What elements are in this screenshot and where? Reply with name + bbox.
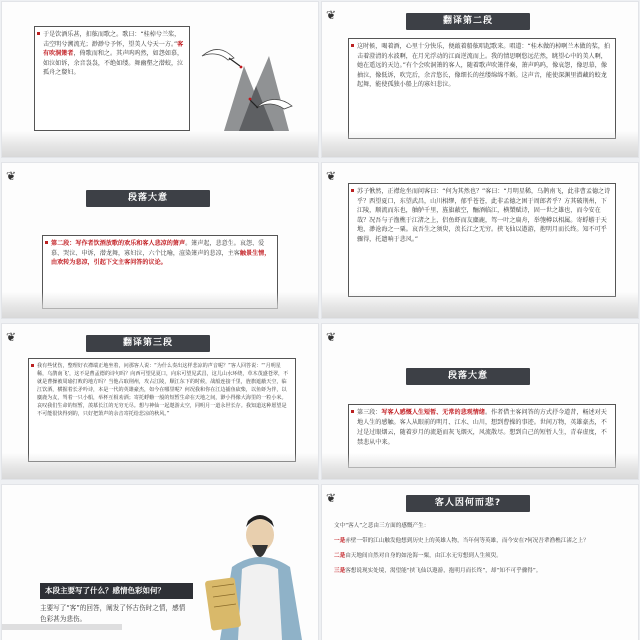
slide-title: 段落大意 <box>406 368 530 385</box>
pine-branch-icon: ❦ <box>326 8 337 22</box>
paragraph-label: 第二段： <box>51 240 76 247</box>
translation-text-box <box>348 38 616 139</box>
pine-branch-icon: ❦ <box>6 169 17 183</box>
poem-text: 于是饮酒乐甚，扣舷而歌之。歌曰：“桂棹兮兰桨，击空明兮溯流光；渺渺兮予怀，望美人兮天一方。” <box>43 31 181 48</box>
translation-text: 我有些忧伤，整理好衣襟端正地坐着，问那客人说：“为什么奏出这样悲凉的声音呢？”客人回答说：“‘月明星稀，乌鹊南飞’，这不是曹孟德的诗句吗？向西可望见夏口，向东可望见武昌，这儿山水环绕，草木茂盛苍翠，不就是曹操被周瑜打败的地方吗？当他占取荆州，攻占江陵，顺江东下的时候，战船连接千里，旌旗遮蔽天空，临江饮酒，横握着长矛吟诗，本是一代的英雄豪杰，如今在哪里呢？何况我和你在江边捕鱼砍柴，以鱼虾为伴，以麋鹿为友，驾着一只小船，举杯互相劝酒；寄托蜉蝣一般的短暂生命在天地之间，渺小得像大海里的一粒小米。哀叹我们生命的短暂，羡慕长江的无穷无尽。想与神仙一起遨游太空，同明月一道永世长存。我知道这种愿望是不可能很快得到的，只好把箫声的余音寄托给悲凉的秋风。” <box>37 363 289 417</box>
slide-5[interactable] <box>2 324 318 479</box>
slide-6[interactable] <box>322 324 638 479</box>
slide-title: 客人因何而悲? <box>406 495 530 512</box>
pine-branch-icon: ❦ <box>326 169 337 183</box>
slide-title: 翻译第三段 <box>86 335 210 352</box>
slide-title: 翻译第二段 <box>406 13 530 30</box>
list-item: 一是赤壁一带的江山触发他想到历史上的英雄人物，当年何等英雄，而今安在?何况吾辈渔樵江渚之上？ <box>334 538 589 544</box>
pine-branch-icon: ❦ <box>6 330 17 344</box>
poem-text-continued: ，倚歌而和之。其声呜呜然，如怨如慕，如泣如诉，余音袅袅，不绝如缕。舞幽壑之潜蛟，泣孤舟之嫠妇。 <box>43 50 184 77</box>
ink-mountain-decoration <box>2 453 318 479</box>
slide-1[interactable] <box>2 2 318 157</box>
slide-3[interactable] <box>2 163 318 318</box>
crane-mountain-illustration <box>194 36 304 136</box>
paragraph-label: 第三段： <box>357 409 382 416</box>
list-item: 三是客想说现实处境，渴望能“挟飞仙以遨游，抱明月而长终”，却“知不可乎骤得”。 <box>334 568 542 574</box>
translation-text-box <box>28 358 296 462</box>
slide-title: 段落大意 <box>86 190 210 207</box>
list-item: 二是由天地间自然对自身的如沧海一粟，由江水无穷想到人生须臾。 <box>334 553 502 559</box>
original-text: 苏子愀然，正襟危坐而问客曰：“何为其然也？”客曰：“月明星稀，乌鹊南飞，此非曹孟德之诗乎？西望夏口，东望武昌，山川相缪，郁乎苍苍，此非孟德之困于周郎者乎？方其破荆州，下江陵，顺流而东也，舳舻千里，旌旗蔽空，酾酒临江，横槊赋诗，固一世之雄也，而今安在哉？况吾与子渔樵于江渚之上，侣鱼虾而友麋鹿，驾一叶之扁舟，举匏樽以相属。寄蜉蝣于天地，渺沧海之一粟。哀吾生之须臾，羡长江之无穷。挟飞仙以遨游，抱明月而长终。知不可乎骤得，托遗响于悲风。” <box>357 188 611 243</box>
reason-list <box>334 519 630 579</box>
ink-mountain-decoration <box>322 292 638 318</box>
summary-highlight: 写客人感慨人生短暂、无常的悲观情绪 <box>381 409 485 416</box>
pine-branch-icon: ❦ <box>326 491 337 505</box>
summary-text: 。箫声起，悲意生。哀怨、爱慕、哭泣、申诉，潜龙舞，寡妇泣，六个比喻，渲染箫声的悲凉，主客 <box>51 240 265 257</box>
ink-stroke-decoration <box>2 624 122 630</box>
poem-highlight: 客有吹洞箫者 <box>43 40 184 58</box>
summary-highlight-2: 触景生情，由欢转为悲凉，引起下文主客问答的议论。 <box>51 249 271 267</box>
question-title: 本段主要写了什么？感情色彩如何？ <box>40 583 193 599</box>
ink-mountain-decoration <box>322 131 638 157</box>
slide-7[interactable] <box>2 485 318 640</box>
su-shi-scholar-illustration <box>202 507 312 640</box>
original-text-box <box>348 183 616 297</box>
slide-4[interactable] <box>322 163 638 318</box>
text-box <box>34 26 190 131</box>
slide-8[interactable] <box>322 485 638 640</box>
ink-mountain-decoration <box>2 292 318 318</box>
pine-branch-icon: ❦ <box>326 330 337 344</box>
list-intro: 文中“客人”之悲由三方面的感慨产生： <box>334 523 430 529</box>
summary-text: 。作者借主客问答的方式抒今道昔，畅述对天地人生的感触。客人从眼前的明月、江水、山川，想到曹操的事迹。世间万物，英雄豪杰，不过是过眼烟云，随着岁月的流逝而灰飞烟灭，风流散尽。想到自己的短暂人生，青春虚度，不禁悲从中来。 <box>357 409 607 446</box>
ink-mountain-decoration <box>322 453 638 479</box>
translation-text: 这时候，喝着酒，心里十分快乐，便敲着船舷唱起歌来。唱道：“桂木做的棹啊兰木做的桨，拍击着澄清的水波啊，在月光浮动的江面逆流而上。我的情思啊悠远茫然，眺望心中的美人啊，她在遥远的天边。”有个会吹洞箫的客人，随着歌声吹箫伴奏，箫声呜呜，像哀怨，像思慕，像抽泣，像低诉，吹完后，余音悠长，像细长的丝缕绵绵不断。这声音，能使深渊里潜藏的蛟龙起舞，能使孤独小船上的寡妇悲泣。 <box>357 43 611 89</box>
answer-text: 主要写了“客”的回答，阐发了怀古伤时之情，感情色彩甚为悲伤。 <box>40 604 186 623</box>
slide-2[interactable] <box>322 2 638 157</box>
summary-highlight: 写作者饮酒放歌的欢乐和客人悲凉的箫声 <box>75 240 186 247</box>
